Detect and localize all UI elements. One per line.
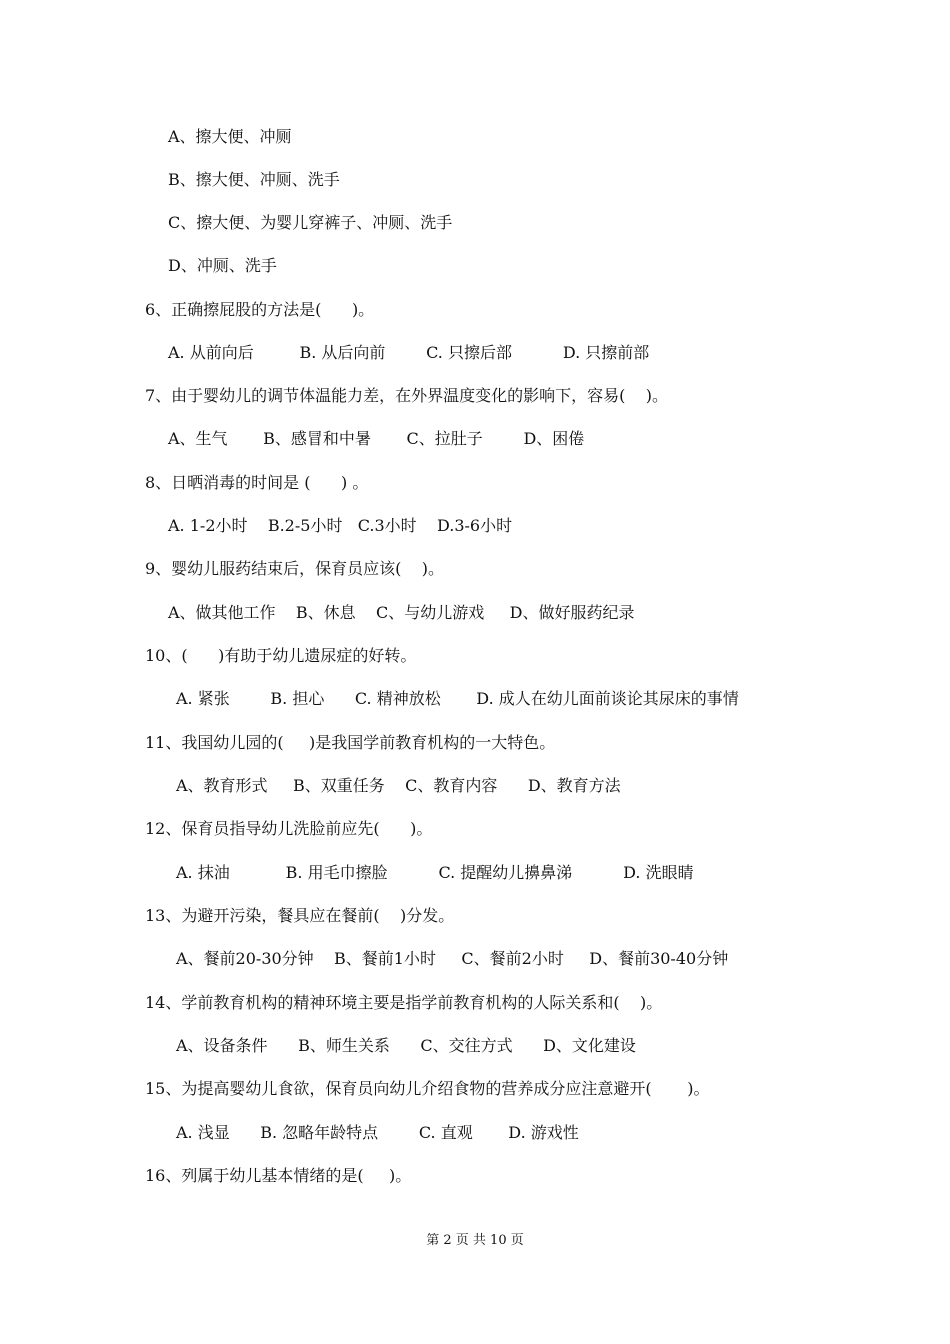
- option-line-5d: D、冲厕、洗手: [168, 256, 277, 275]
- options-12: A. 抹油 B. 用毛巾擦脸 C. 提醒幼儿擤鼻涕 D. 洗眼睛: [176, 863, 694, 882]
- option-line-5a: A、擦大便、冲厕: [168, 127, 292, 146]
- options-7: A、生气 B、感冒和中暑 C、拉肚子 D、困倦: [168, 429, 585, 448]
- question-7: 7、由于婴幼儿的调节体温能力差，在外界温度变化的影响下，容易( )。: [145, 386, 669, 405]
- question-16: 16、列属于幼儿基本情绪的是( )。: [145, 1166, 412, 1185]
- options-11: A、教育形式 B、双重任务 C、教育内容 D、教育方法: [176, 776, 621, 795]
- options-8: A. 1-2小时 B.2-5小时 C.3小时 D.3-6小时: [168, 516, 513, 535]
- question-14: 14、学前教育机构的精神环境主要是指学前教育机构的人际关系和( )。: [145, 993, 663, 1012]
- options-13: A、餐前20-30分钟 B、餐前1小时 C、餐前2小时 D、餐前30-40分钟: [176, 949, 729, 968]
- page-footer: 第 2 页 共 10 页: [426, 1233, 524, 1248]
- options-14: A、设备条件 B、师生关系 C、交往方式 D、文化建设: [176, 1036, 636, 1055]
- question-11: 11、我国幼儿园的( )是我国学前教育机构的一大特色。: [145, 733, 556, 752]
- options-9: A、做其他工作 B、休息 C、与幼儿游戏 D、做好服药纪录: [168, 603, 635, 622]
- question-8: 8、日晒消毒的时间是 ( ) 。: [145, 473, 369, 492]
- question-12: 12、保育员指导幼儿洗脸前应先( )。: [145, 819, 433, 838]
- question-6: 6、正确擦屁股的方法是( )。: [145, 300, 375, 319]
- options-10: A. 紧张 B. 担心 C. 精神放松 D. 成人在幼儿面前谈论其尿床的事情: [176, 689, 739, 708]
- question-10: 10、( )有助于幼儿遗尿症的好转。: [145, 646, 417, 665]
- option-line-5b: B、擦大便、冲厕、洗手: [168, 170, 340, 189]
- options-15: A. 浅显 B. 忽略年龄特点 C. 直观 D. 游戏性: [176, 1123, 579, 1142]
- question-15: 15、为提高婴幼儿食欲，保育员向幼儿介绍食物的营养成分应注意避开( )。: [145, 1079, 710, 1098]
- options-6: A. 从前向后 B. 从后向前 C. 只擦后部 D. 只擦前部: [168, 343, 650, 362]
- question-13: 13、为避开污染，餐具应在餐前( )分发。: [145, 906, 455, 925]
- question-9: 9、婴幼儿服药结束后，保育员应该( )。: [145, 559, 445, 578]
- option-line-5c: C、擦大便、为婴儿穿裤子、冲厕、洗手: [168, 213, 453, 232]
